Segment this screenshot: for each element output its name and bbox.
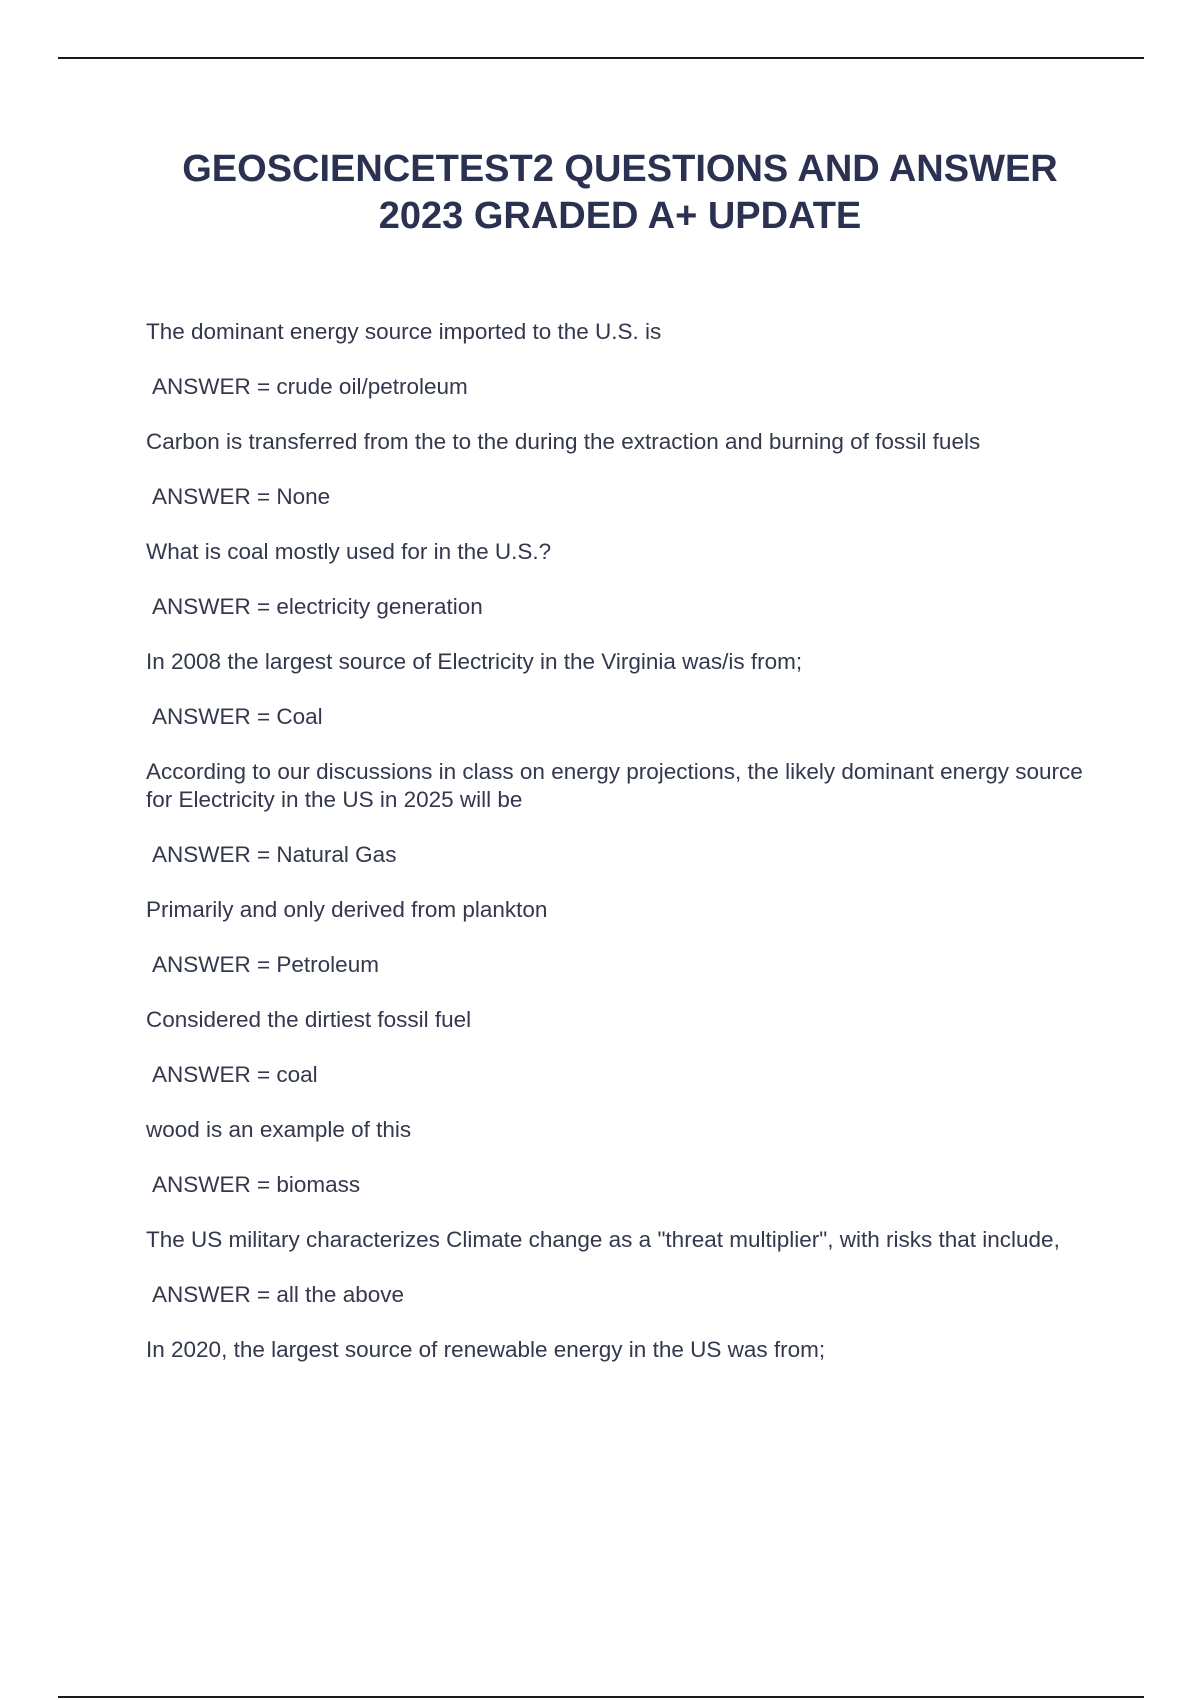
question-text: According to our discussions in class on energy projections, the likely dominant energy source for Electricity in the US in 2025 will be <box>146 759 1083 812</box>
answer-text <box>146 1171 1086 1199</box>
qa-item <box>146 318 1086 401</box>
answer-text <box>146 1281 1086 1309</box>
question-text: What is coal mostly used for in the U.S.? <box>146 539 552 564</box>
question-text: Carbon is transferred from the to the during the extraction and burning of fossil fuels <box>146 429 981 454</box>
answer-label: ANSWER = biomass <box>152 1172 361 1197</box>
question-text: wood is an example of this <box>146 1117 412 1142</box>
qa-item <box>146 1006 1086 1089</box>
qa-item <box>146 758 1086 869</box>
answer-text <box>146 951 1086 979</box>
answer-label: ANSWER = Petroleum <box>152 952 379 977</box>
question-text: The dominant energy source imported to the U.S. is <box>146 319 662 344</box>
answer-text <box>146 593 1086 621</box>
question-text: In 2008 the largest source of Electricity in the Virginia was/is from; <box>146 649 803 674</box>
bottom-rule <box>58 1696 1144 1698</box>
qa-item <box>146 1336 1086 1364</box>
answer-label: ANSWER = Coal <box>152 704 323 729</box>
answer-label: ANSWER = coal <box>152 1062 318 1087</box>
answer-text <box>146 841 1086 869</box>
answer-text <box>146 703 1086 731</box>
answer-text <box>146 373 1086 401</box>
answer-label: ANSWER = Natural Gas <box>152 842 397 867</box>
qa-item <box>146 1226 1086 1309</box>
qa-item <box>146 1116 1086 1199</box>
question-text: The US military characterizes Climate change as a "threat multiplier", with risks that include, <box>146 1227 1060 1252</box>
answer-label: ANSWER = all the above <box>152 1282 404 1307</box>
qa-item <box>146 538 1086 621</box>
question-text: Primarily and only derived from plankton <box>146 897 548 922</box>
qa-item <box>146 896 1086 979</box>
title-line-2: 2023 GRADED A+ UPDATE <box>378 195 862 237</box>
qa-list <box>146 318 1086 1391</box>
title-line-1: GEOSCIENCETEST2 QUESTIONS AND ANSWER <box>182 148 1058 190</box>
answer-label: ANSWER = crude oil/petroleum <box>152 374 468 399</box>
document-title <box>100 146 1140 240</box>
qa-item <box>146 648 1086 731</box>
answer-label: ANSWER = electricity generation <box>152 594 483 619</box>
answer-text <box>146 1061 1086 1089</box>
top-rule <box>58 57 1144 59</box>
answer-label: ANSWER = None <box>152 484 331 509</box>
question-text: In 2020, the largest source of renewable energy in the US was from; <box>146 1337 826 1362</box>
qa-item <box>146 428 1086 511</box>
question-text: Considered the dirtiest fossil fuel <box>146 1007 472 1032</box>
answer-text <box>146 483 1086 511</box>
